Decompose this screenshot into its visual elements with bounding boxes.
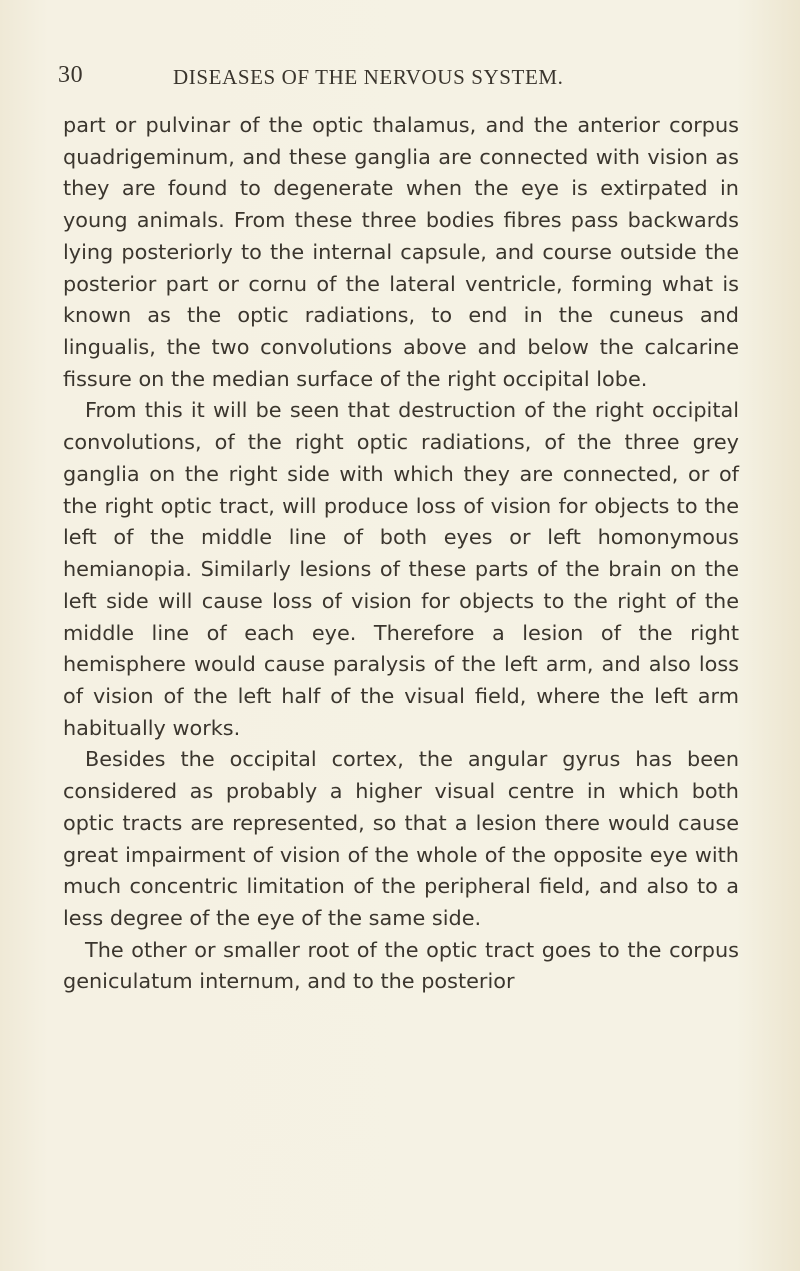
page-number: 30 (58, 62, 84, 88)
paragraph-continued: part or pulvinar of the optic thalamus, and the anterior corpus quadrigeminum, and these ganglia are connected with vision as they are found to degenerate when the eye is extirpated in young animals. From these three bodies fibres pass backwards lying posteriorly to the internal capsule, and course outside the posterior part or cornu of the lateral ventricle, forming what is known as the optic radiations, to end in the cuneus and lingualis, the two convolutions above and below the calcarine fissure on the median surface of the right occipital lobe. (63, 113, 739, 391)
body-text (63, 110, 739, 998)
page-header (58, 62, 738, 98)
paragraph-hemianopia: From this it will be seen that destruction of the right occipital convolutions, of the right optic radiations, of the three grey ganglia on the right side with which they are connected, or of the right optic tract, will produce loss of vision for objects to the left of the middle line of both eyes or left homonymous hemianopia. Similarly lesions of these parts of the brain on the left side will cause loss of vision for objects to the right of the middle line of each eye. Therefore a lesion of the right hemisphere would cause paralysis of the left arm, and also loss of vision of the left half of the visual field, where the left arm habitually works. (63, 398, 739, 740)
paragraph-smaller-root: The other or smaller root of the optic tract goes to the corpus geniculatum internum, and to the posterior (63, 937, 739, 994)
paragraph-angular-gyrus: Besides the occipital cortex, the angular gyrus has been considered as probably a higher visual centre in which both optic tracts are represented, so that a lesion there would cause great impairment of vision of the whole of the opposite eye with much concentric limitation of the peripheral field, and also to a less degree of the eye of the same side. (63, 747, 739, 930)
running-title: DISEASES OF THE NERVOUS SYSTEM. (173, 65, 564, 89)
